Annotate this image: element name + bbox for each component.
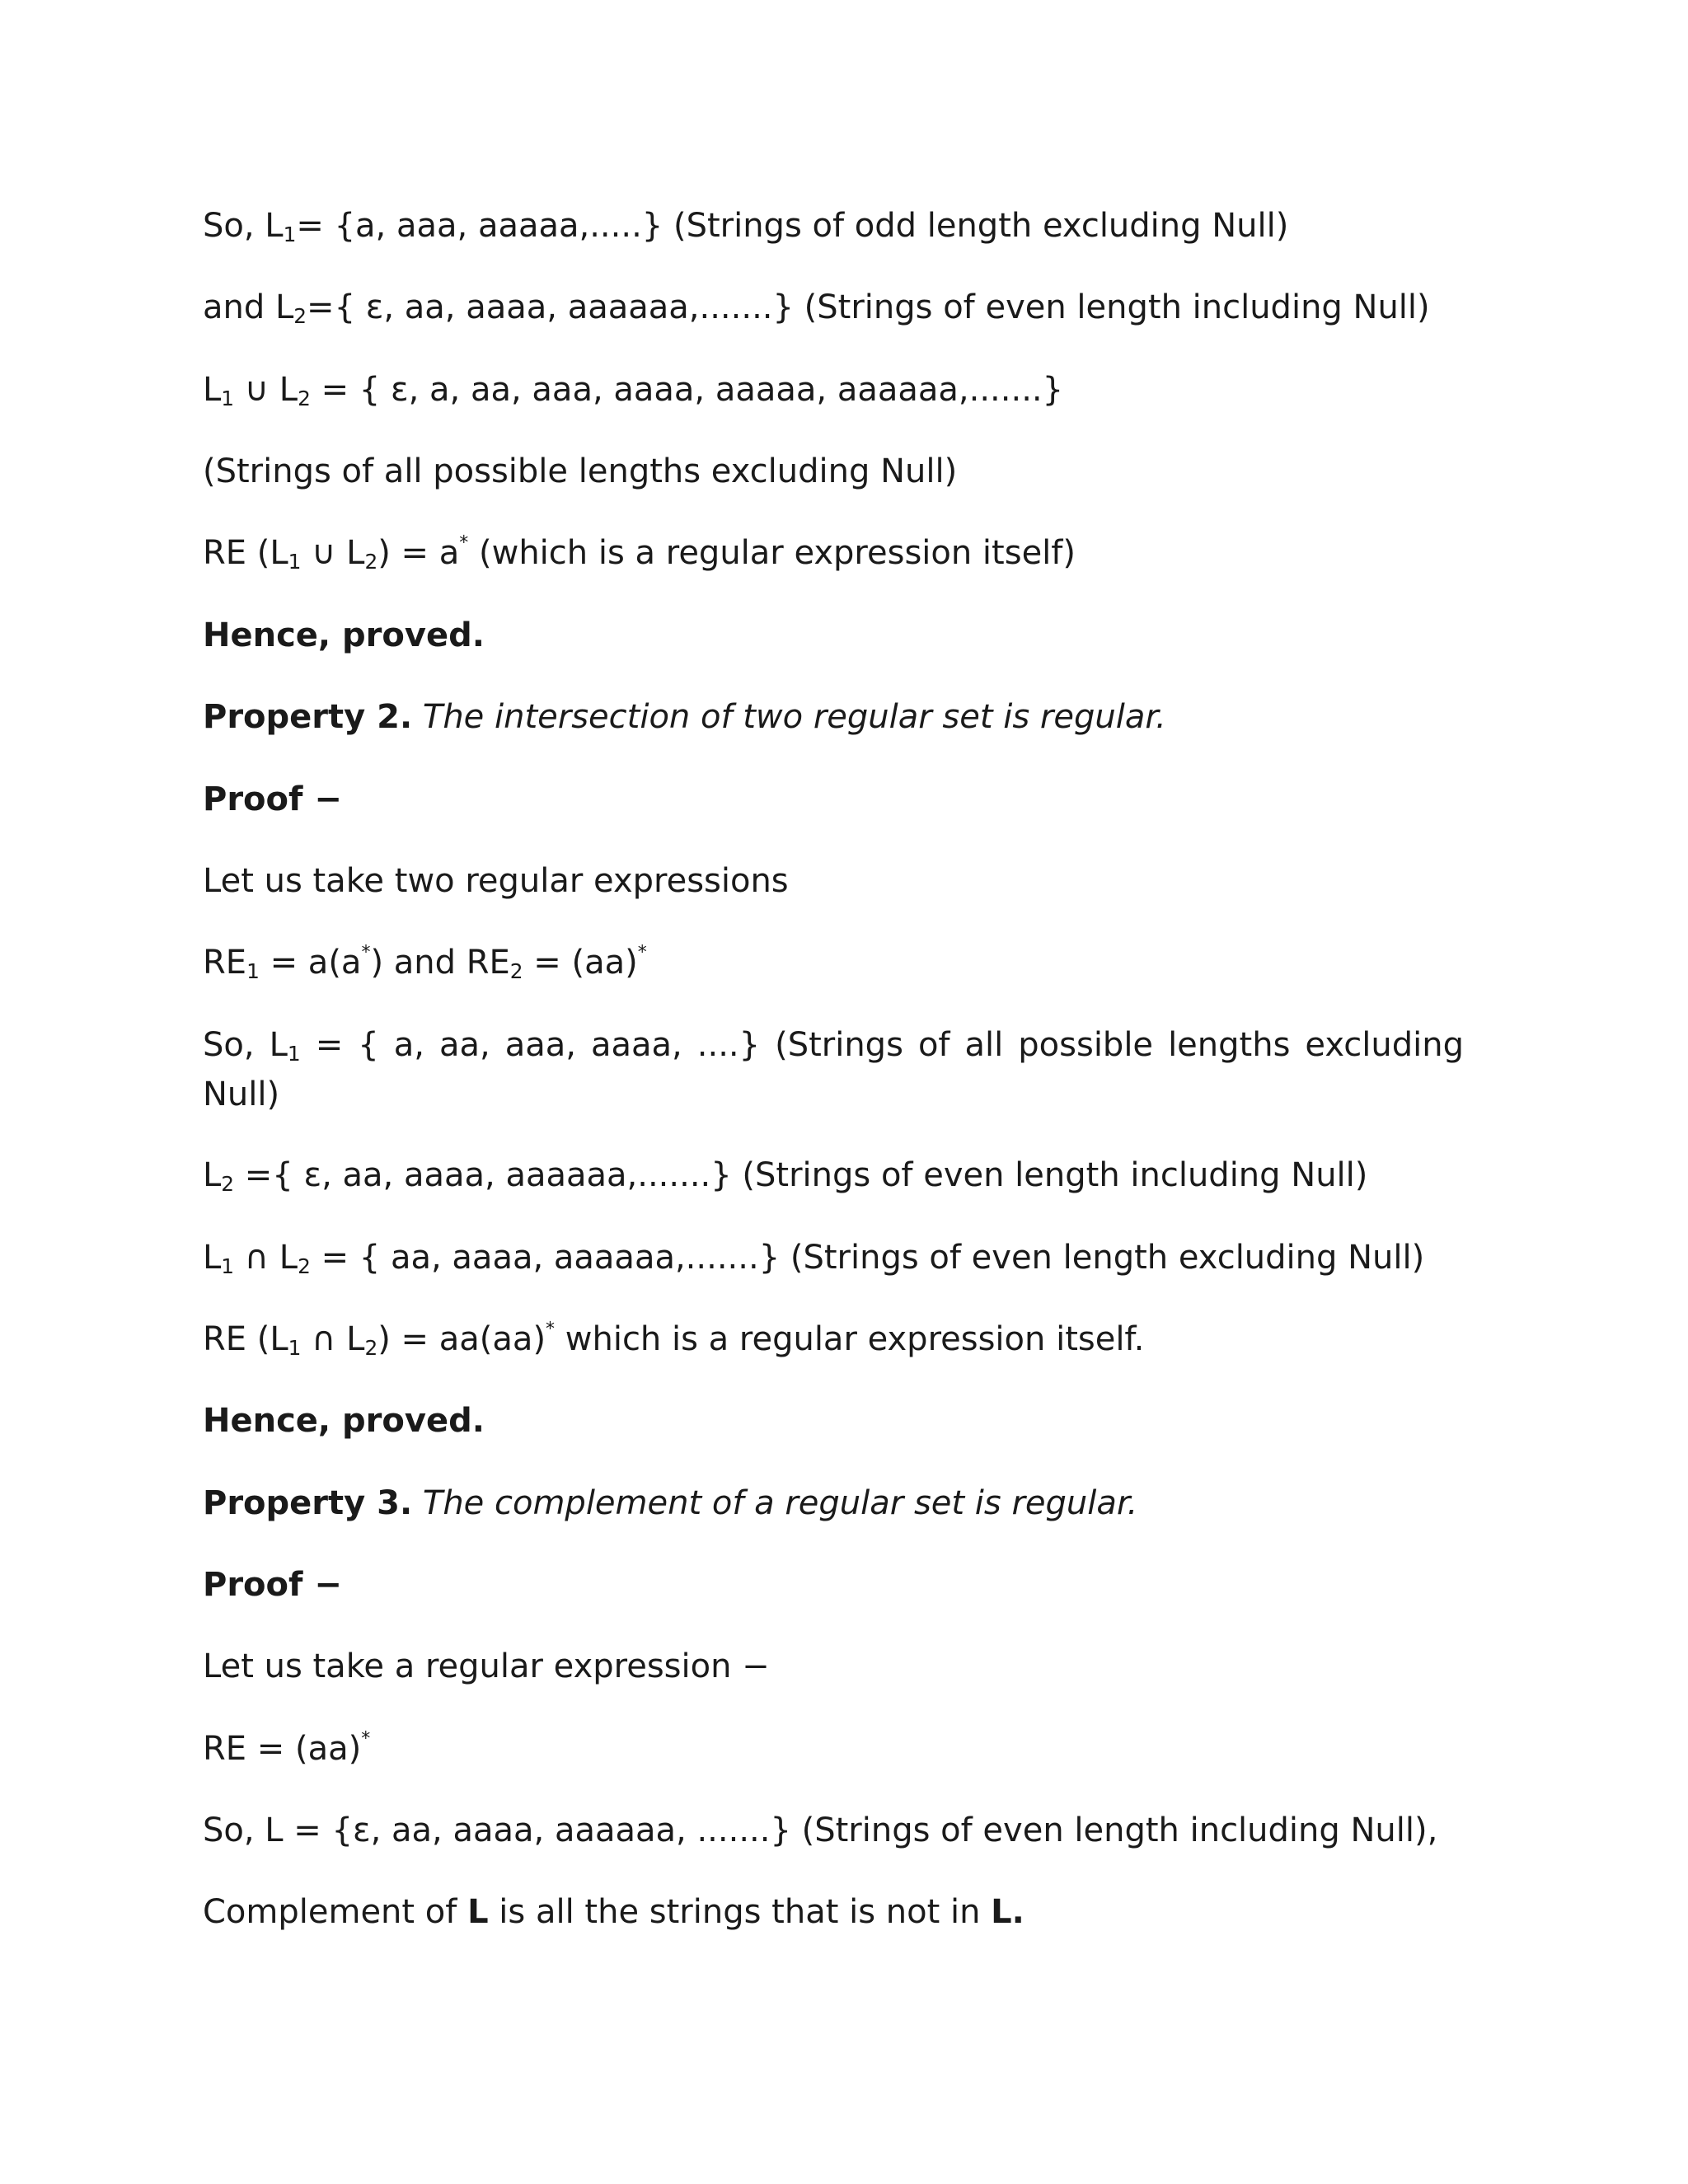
union-set	[203, 365, 1464, 415]
subscript: 1	[221, 1254, 235, 1279]
superscript: *	[361, 942, 371, 963]
superscript: *	[637, 942, 647, 963]
text: ) and RE	[370, 944, 510, 982]
subscript: 2	[364, 1336, 378, 1361]
text: RE	[203, 944, 247, 982]
proof-label-1	[203, 775, 1464, 824]
subscript: 1	[288, 1336, 302, 1361]
subscript: 1	[246, 959, 260, 984]
text: RE = (aa)	[203, 1730, 362, 1768]
text: ∪ L	[301, 534, 365, 572]
subscript: 2	[509, 959, 523, 984]
text: (which is a regular expression itself)	[468, 534, 1076, 572]
l1-set-property-2	[203, 1020, 1464, 1119]
text: RE (L	[203, 534, 288, 572]
subscript: 2	[298, 387, 311, 411]
text: Let us take two regular expressions	[203, 862, 789, 900]
property-statement: The intersection of two regular set is regular.	[412, 698, 1166, 736]
text: = { ε, a, aa, aaa, aaaa, aaaaa, aaaaaa,.......}	[310, 371, 1064, 409]
text: which is a regular expression itself.	[555, 1320, 1145, 1358]
superscript: *	[361, 1728, 371, 1750]
text: So, L = {ε, aa, aaaa, aaaaaa, .......} (Strings of even length including Null),	[203, 1811, 1438, 1849]
union-description	[203, 447, 1464, 496]
proof-intro-1	[203, 856, 1464, 906]
hence-proved-1	[203, 611, 1464, 660]
text: is all the strings that is not in	[488, 1893, 992, 1931]
re-complement-definition	[203, 1724, 1464, 1774]
l-set-property-3	[203, 1806, 1464, 1855]
text: Proof −	[203, 1566, 342, 1604]
text: = a(a	[259, 944, 362, 982]
text: and L	[203, 288, 294, 326]
proof-intro-2	[203, 1642, 1464, 1691]
text: Hence, proved.	[203, 1402, 485, 1440]
property-label: Property 2.	[203, 698, 413, 736]
intersection-re	[203, 1315, 1464, 1364]
hence-proved-2	[203, 1396, 1464, 1446]
text: ) = a	[377, 534, 460, 572]
l2-definition	[203, 283, 1464, 332]
subscript: 1	[287, 1042, 301, 1066]
text: = { a, aa, aaa, aaaa, ....} (Strings of all possible lengths excluding Null)	[203, 1026, 1465, 1113]
union-re	[203, 528, 1464, 578]
property-2-heading	[203, 692, 1464, 742]
text: (Strings of all possible lengths excluding Null)	[203, 452, 958, 490]
text: L	[203, 1156, 222, 1194]
text: So, L	[203, 1026, 288, 1064]
text: = {a, aaa, aaaaa,.....} (Strings of odd length excluding Null)	[296, 207, 1289, 245]
intersection-set	[203, 1233, 1464, 1282]
text: ={ ε, aa, aaaa, aaaaaa,.......} (Strings of even length including Null)	[234, 1156, 1368, 1194]
l2-set-property-2	[203, 1151, 1464, 1200]
text: ∩ L	[301, 1320, 365, 1358]
bold-l: L.	[991, 1893, 1025, 1931]
text: Hence, proved.	[203, 616, 485, 654]
text: Let us take a regular expression −	[203, 1647, 770, 1685]
subscript: 2	[221, 1172, 235, 1197]
subscript: 2	[364, 550, 378, 574]
text: L	[203, 1239, 222, 1277]
text: Complement of	[203, 1893, 468, 1931]
text: ={ ε, aa, aaaa, aaaaaa,.......} (Strings of even length including Null)	[307, 288, 1430, 326]
subscript: 1	[288, 550, 302, 574]
re-definitions	[203, 938, 1464, 987]
text: Proof −	[203, 780, 342, 818]
text: ) = aa(aa)	[377, 1320, 546, 1358]
superscript: *	[546, 1319, 556, 1340]
bold-l: L	[467, 1893, 489, 1931]
property-label: Property 3.	[203, 1484, 413, 1522]
proof-label-2	[203, 1560, 1464, 1610]
property-statement: The complement of a regular set is regular.	[412, 1484, 1138, 1522]
superscript: *	[459, 532, 469, 554]
l1-definition	[203, 201, 1464, 251]
subscript: 2	[293, 304, 307, 329]
text: ∩ L	[234, 1239, 298, 1277]
property-3-heading	[203, 1479, 1464, 1528]
text: RE (L	[203, 1320, 288, 1358]
text: So, L	[203, 207, 284, 245]
text: L	[203, 371, 222, 409]
subscript: 2	[298, 1254, 311, 1279]
subscript: 1	[283, 223, 297, 247]
subscript: 1	[221, 387, 235, 411]
text: ∪ L	[234, 371, 298, 409]
text: = { aa, aaaa, aaaaaa,.......} (Strings of even length excluding Null)	[310, 1239, 1425, 1277]
complement-statement	[203, 1887, 1464, 1937]
text: = (aa)	[523, 944, 638, 982]
